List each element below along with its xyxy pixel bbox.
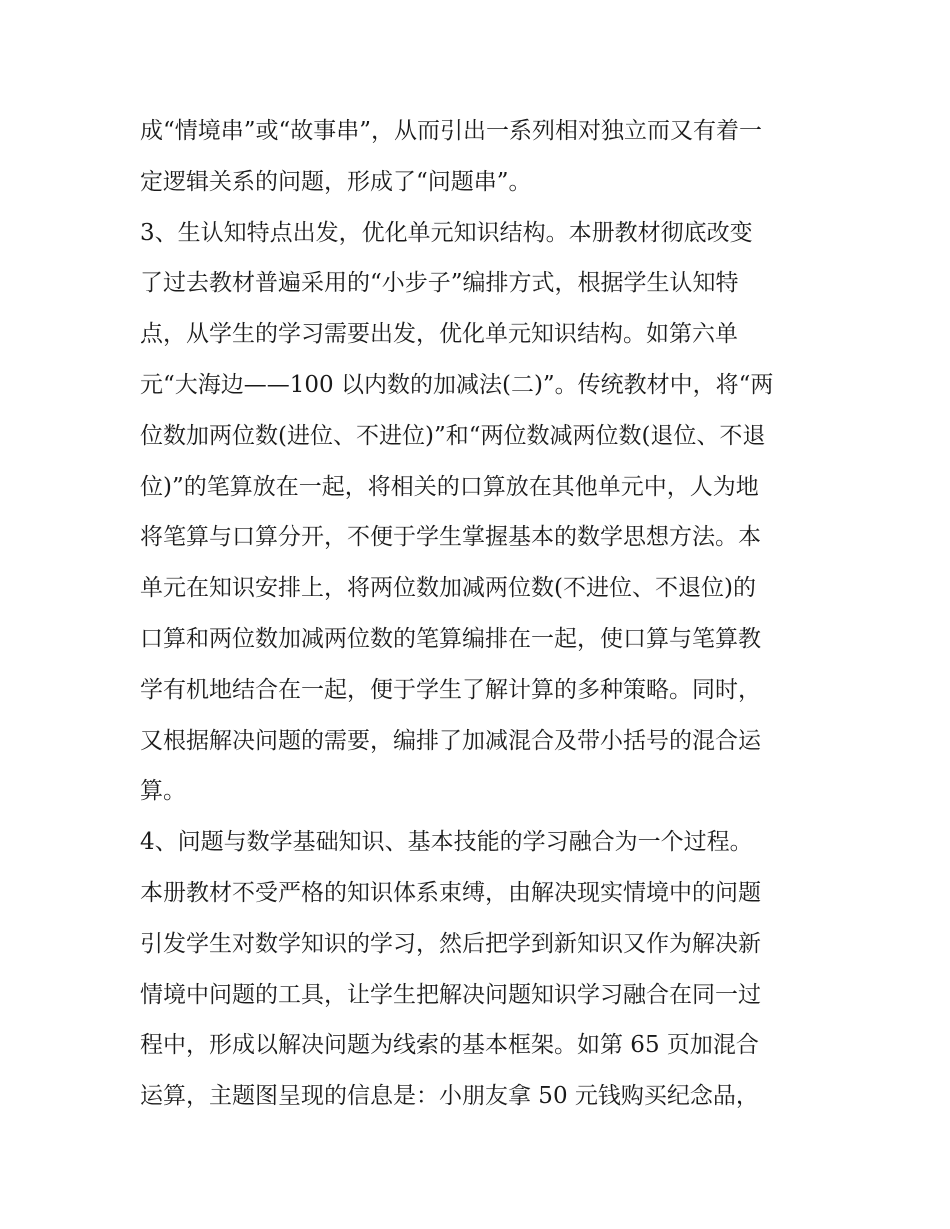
text-line: 本册教材不受严格的知识体系束缚，由解决现实情境中的问题	[140, 879, 761, 906]
text-line: 算。	[140, 778, 186, 805]
text-line: 4、问题与数学基础知识、基本技能的学习融合为一个过程。	[140, 829, 753, 856]
text-line: 成“情境串”或“故事串”，从而引出一系列相对独立而又有着一	[140, 118, 763, 144]
text-line: 单元在知识安排上，将两位数加减两位数(不进位、不退位)的	[140, 575, 756, 602]
text-line: 3、生认知特点出发，优化单元知识结构。本册教材彻底改变	[140, 219, 753, 246]
text-line: 点，从学生的学习需要出发，优化单元知识结构。如第六单	[140, 321, 738, 348]
text-line: 运算，主题图呈现的信息是：小朋友拿 50 元钱购买纪念品，	[140, 1083, 759, 1110]
text-line: 位)”的笔算放在一起，将相关的口算放在其他单元中，人为地	[140, 473, 759, 500]
text-line: 元“大海边——100 以内数的加减法(二)”。传统教材中，将“两	[140, 371, 774, 398]
text-line: 了过去教材普遍采用的“小步子”编排方式，根据学生认知特	[140, 270, 739, 297]
text-line: 又根据解决问题的需要，编排了加减混合及带小括号的混合运	[140, 727, 761, 754]
text-line: 情境中问题的工具，让学生把解决问题知识学习融合在同一过	[140, 981, 761, 1008]
document-body	[140, 106, 820, 1122]
text-line: 程中，形成以解决问题为线索的基本框架。如第 65 页加混合	[140, 1032, 759, 1059]
text-line: 学有机地结合在一起，便于学生了解计算的多种策略。同时，	[140, 676, 761, 703]
text-line: 定逻辑关系的问题，形成了“问题串”。	[140, 168, 532, 195]
text-line: 引发学生对数学知识的学习，然后把学到新知识又作为解决新	[140, 930, 761, 957]
text-line: 位数加两位数(进位、不进位)”和“两位数减两位数(退位、不退	[140, 422, 766, 449]
text-line: 将笔算与口算分开，不便于学生掌握基本的数学思想方法。本	[140, 524, 761, 551]
text-line: 口算和两位数加减两位数的笔算编排在一起，使口算与笔算教	[140, 625, 761, 652]
